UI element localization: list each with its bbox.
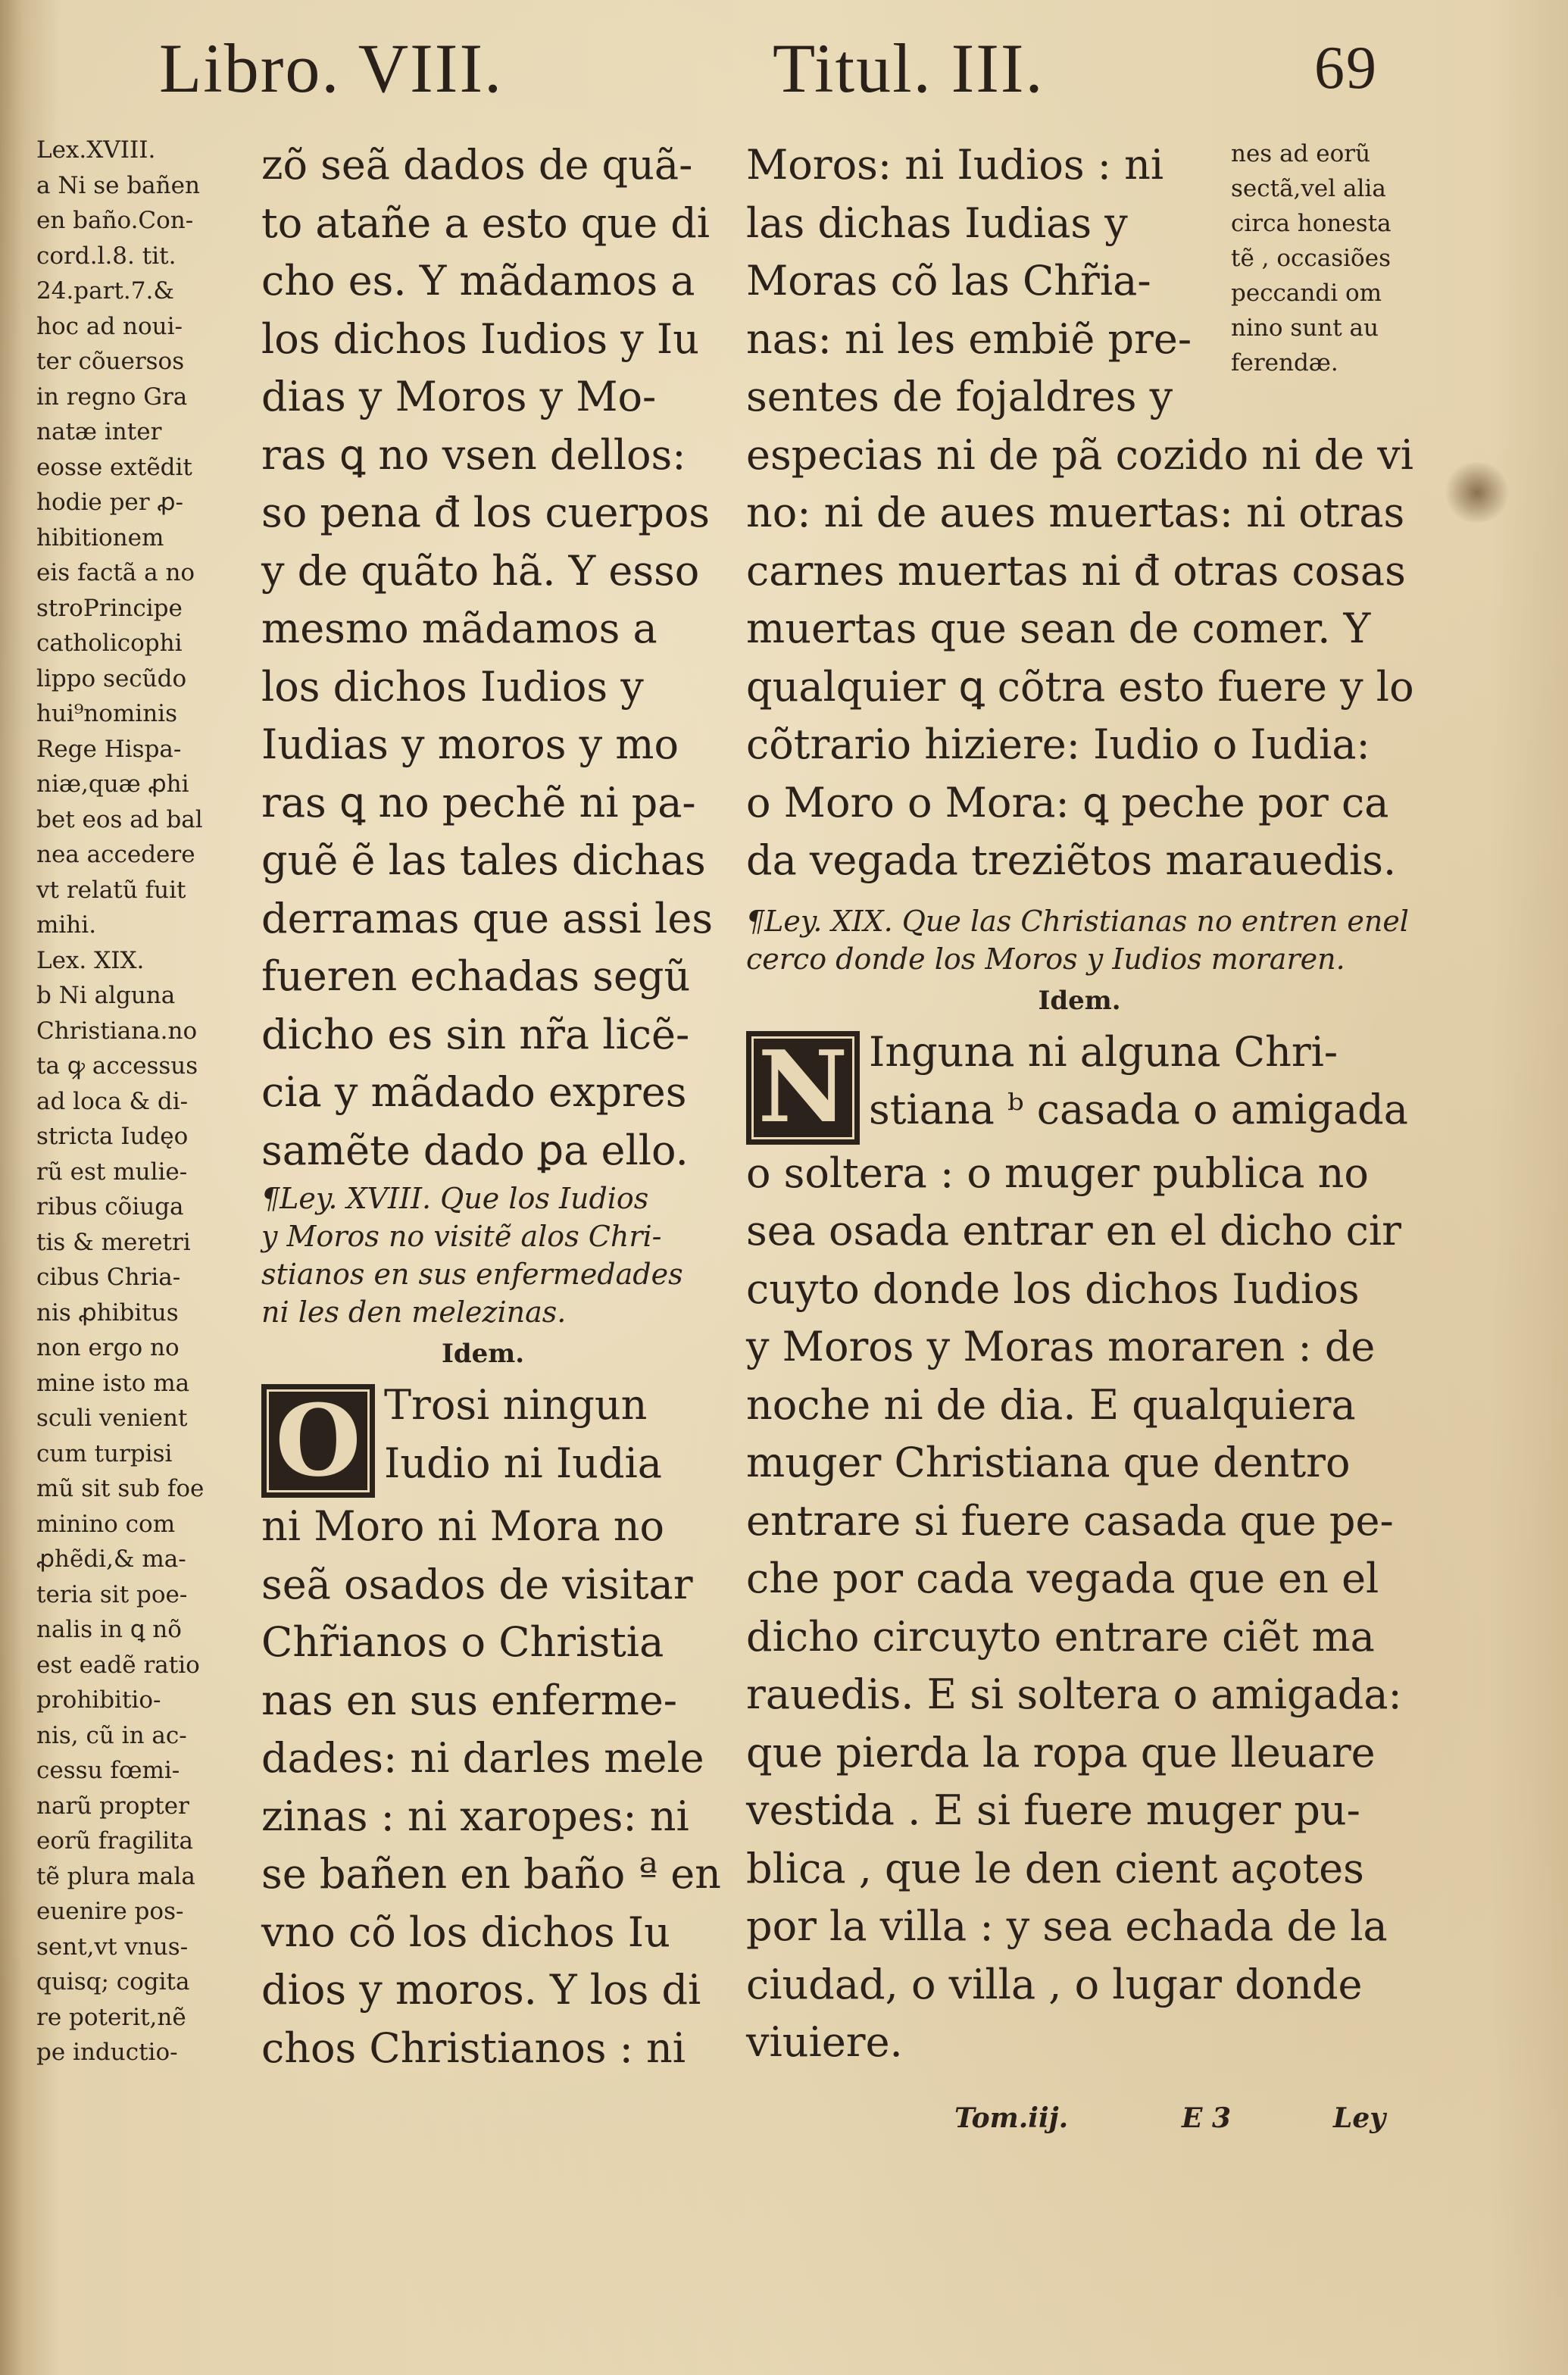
marginal-note-line: prohibitio- bbox=[36, 1686, 161, 1714]
text-line: zõ seã dados de quã- bbox=[261, 141, 693, 189]
marginal-note-line: eosse extẽdit bbox=[36, 453, 192, 481]
marginal-note-line: ferendæ. bbox=[1231, 349, 1338, 377]
text-line: sentes de fojaldres y bbox=[746, 373, 1173, 420]
marginal-note-line: mine isto ma bbox=[36, 1369, 190, 1397]
text-line: por la villa : y sea echada de la bbox=[746, 1902, 1388, 1950]
text-column-right bbox=[746, 136, 1413, 2072]
text-line: ras ꝗ no pechẽ ni pa- bbox=[261, 778, 696, 827]
marginal-note-line: nino sunt au bbox=[1231, 314, 1379, 342]
marginal-note-line: mihi. bbox=[36, 911, 97, 939]
text-line: guẽ ẽ las tales dichas bbox=[261, 836, 706, 884]
law-18-continuation bbox=[746, 427, 1413, 890]
marginal-note-line: circa honesta bbox=[1231, 210, 1392, 237]
right-marginal-notes bbox=[1231, 136, 1428, 380]
running-head bbox=[0, 23, 1568, 121]
marginal-note-line: a Ni se bañen bbox=[36, 171, 200, 199]
law-19-rubric bbox=[746, 890, 1413, 978]
catchword: Ley bbox=[1333, 2102, 1386, 2134]
text-line: cuyto donde los dichos Iudios bbox=[746, 1264, 1360, 1313]
marginal-note-line: cum turpisi bbox=[36, 1439, 173, 1467]
text-line: samẽte dado ꝑa ello. bbox=[261, 1126, 689, 1174]
rubric-line: y Moros no visitẽ alos Chri- bbox=[261, 1220, 662, 1253]
marginal-note-line: vt relatũ fuit bbox=[36, 876, 186, 904]
marginal-note-line: b Ni alguna bbox=[36, 982, 176, 1009]
text-line: o soltera : o muger publica no bbox=[746, 1148, 1369, 1197]
text-line: dicho circuyto entrare ciẽt ma bbox=[746, 1612, 1375, 1661]
marginal-note-line: nes ad eorũ bbox=[1231, 140, 1371, 167]
volume-mark: Tom.iij. bbox=[954, 2102, 1069, 2134]
text-line: y de quãto hã. Y esso bbox=[261, 546, 700, 595]
running-head-title: Titul. III. bbox=[773, 30, 1045, 107]
text-line: che por cada vegada que en el bbox=[746, 1555, 1379, 1602]
text-line: so pena đ los cuerpos bbox=[261, 489, 711, 536]
marginal-note-line: tis & meretri bbox=[36, 1228, 191, 1256]
text-line: los dichos Iudios y Iu bbox=[261, 314, 700, 363]
marginal-note-line: en baño.Con- bbox=[36, 207, 194, 234]
law-18-rubric bbox=[261, 1180, 704, 1331]
marginal-note-line: mũ sit sub foe bbox=[36, 1475, 205, 1502]
marginal-note-line: stroPrincipe bbox=[36, 594, 183, 622]
rubric-line: ni les den melezinas. bbox=[261, 1295, 567, 1329]
marginal-note-line: non ergo no bbox=[36, 1334, 180, 1361]
text-line: to atañe a esto que di bbox=[261, 198, 711, 247]
marginal-note-line: peccandi om bbox=[1231, 280, 1382, 307]
text-line: dicho es sin nr̃a licẽ- bbox=[261, 1010, 690, 1058]
rubric-line: ¶Ley. XVIII. Que los Iudios bbox=[261, 1182, 649, 1215]
ink-stain bbox=[1443, 462, 1511, 523]
text-line: zinas : ni xaropes: ni bbox=[261, 1792, 689, 1840]
marginal-note-line: lippo secũdo bbox=[36, 664, 187, 692]
text-line: blica , que le den cient açotes bbox=[746, 1844, 1364, 1892]
marginal-note-line: natæ inter bbox=[36, 418, 162, 445]
marginal-note-line: ter cõuersos bbox=[36, 348, 185, 375]
rubric-line: stianos en sus enfermedades bbox=[261, 1258, 683, 1291]
text-line: carnes muertas ni đ otras cosas bbox=[746, 546, 1406, 595]
text-line: entrare si fuere casada que pe- bbox=[746, 1496, 1394, 1545]
text-line: sea osada entrar en el dicho cir bbox=[746, 1207, 1401, 1255]
marginal-note-line: sent,vt vnus- bbox=[36, 1933, 189, 1961]
text-line: seã osados de visitar bbox=[261, 1560, 693, 1608]
marginal-note-line: Lex.XVIII. bbox=[36, 136, 156, 164]
text-column-left bbox=[261, 136, 721, 2077]
marginal-note-line: narũ propter bbox=[36, 1792, 189, 1820]
text-line: Moras cõ las Chr̃ia- bbox=[746, 257, 1151, 305]
law-18-end-text bbox=[261, 136, 714, 1180]
text-line: viuiere. bbox=[746, 2018, 903, 2066]
text-line: y Moros y Moras moraren : de bbox=[746, 1323, 1376, 1370]
marginal-note-line: sculi venient bbox=[36, 1405, 188, 1432]
text-line: cia y mãdado expres bbox=[261, 1068, 687, 1116]
marginal-note-line: cibus Chria- bbox=[36, 1264, 181, 1291]
decorated-initial-o: O bbox=[261, 1384, 375, 1498]
marginal-note-line: tẽ plura mala bbox=[36, 1862, 195, 1890]
marginal-note-line: pe inductio- bbox=[36, 2039, 178, 2066]
decorated-initial-n: N bbox=[746, 1031, 860, 1145]
marginal-note-line: eorũ fragilita bbox=[36, 1827, 193, 1855]
text-line: dias y Moros y Mo- bbox=[261, 373, 657, 420]
marginal-note-line: bet eos ad bal bbox=[36, 805, 203, 833]
text-line: ni Moro ni Mora no bbox=[261, 1502, 664, 1550]
text-line: qualquier ꝗ cõtra esto fuere y lo bbox=[746, 662, 1414, 711]
marginal-note-line: in regno Gra bbox=[36, 383, 188, 411]
marginal-note-line: hui⁹nominis bbox=[36, 700, 177, 727]
text-line: fueren echadas segũ bbox=[261, 952, 691, 1000]
text-line: dios y moros. Y los di bbox=[261, 1966, 701, 2014]
marginal-note-line: cessu fœmi- bbox=[36, 1757, 180, 1784]
signature-mark: E 3 bbox=[1182, 2102, 1232, 2134]
text-line: rauedis. E si soltera o amigada: bbox=[746, 1670, 1402, 1718]
text-line: Chr̃ianos o Christia bbox=[261, 1618, 664, 1666]
marginal-note-line: cord.l.8. tit. bbox=[36, 242, 176, 270]
text-line: stiana ᵇ casada o amigada bbox=[869, 1086, 1408, 1133]
marginal-note-line: ad loca & di- bbox=[36, 1087, 189, 1115]
text-line: Moros: ni Iudios : ni bbox=[746, 141, 1164, 189]
text-line: Inguna ni alguna Chri- bbox=[869, 1027, 1338, 1076]
marginal-note-line: ribus cõiuga bbox=[36, 1193, 184, 1220]
text-line: nas: ni les embiẽ pre- bbox=[746, 314, 1192, 363]
marginal-note-line: tẽ , occasiões bbox=[1231, 245, 1391, 272]
marginal-note-line: stricta Iudęo bbox=[36, 1123, 189, 1150]
text-line: se bañen en baño ª en bbox=[261, 1850, 721, 1898]
idem-label: Idem. bbox=[441, 1339, 525, 1369]
text-line: Iudio ni Iudia bbox=[384, 1439, 662, 1487]
rubric-line: cerco donde los Moros y Iudios moraren. bbox=[746, 942, 1345, 976]
folio-number: 69 bbox=[1314, 35, 1378, 102]
marginal-note-line: est eadẽ ratio bbox=[36, 1651, 200, 1679]
text-line: los dichos Iudios y bbox=[261, 662, 644, 711]
marginal-note-line: eis factã a no bbox=[36, 559, 195, 586]
marginal-note-line: nis, cũ in ac- bbox=[36, 1721, 187, 1749]
text-line: dades: ni darles mele bbox=[261, 1734, 704, 1782]
marginal-note-line: teria sit poe- bbox=[36, 1580, 188, 1608]
marginal-note-line: ꝓhẽdi,& ma- bbox=[36, 1545, 186, 1573]
marginal-note-line: Rege Hispa- bbox=[36, 735, 182, 763]
idem-label: Idem. bbox=[1038, 985, 1121, 1016]
marginal-note-line: hoc ad noui- bbox=[36, 312, 183, 340]
page-footer bbox=[954, 2102, 1409, 2148]
marginal-note-line: re poterit,nẽ bbox=[36, 2003, 186, 2031]
marginal-note-line: euenire pos- bbox=[36, 1898, 184, 1925]
text-line: cõtrario hiziere: Iudio o Iudia: bbox=[746, 720, 1370, 768]
running-head-book: Libro. VIII. bbox=[159, 30, 504, 107]
text-line: derramas que assi les bbox=[261, 894, 714, 942]
text-line: no: ni de aues muertas: ni otras bbox=[746, 489, 1405, 536]
marginal-note-line: Christiana.no bbox=[36, 1017, 198, 1045]
marginal-note-line: nalis in ꝗ nõ bbox=[36, 1616, 182, 1643]
text-line: que pierda la ropa que lleuare bbox=[746, 1728, 1376, 1777]
marginal-note-line: quisq; cogita bbox=[36, 1968, 190, 1995]
text-line: cho es. Y mãdamos a bbox=[261, 257, 695, 305]
marginal-note-line: sectã,vel alia bbox=[1231, 175, 1386, 202]
law-18-text bbox=[261, 1498, 721, 2077]
marginal-note-line: nis ꝓhibitus bbox=[36, 1298, 179, 1327]
marginal-note-line: ta ꝙ accessus bbox=[36, 1052, 198, 1080]
law-19-text bbox=[746, 1145, 1413, 2072]
marginal-note-line: minino com bbox=[36, 1510, 176, 1538]
marginal-note-line: 24.part.7.& bbox=[36, 277, 174, 305]
text-line: vestida . E si fuere muger pu- bbox=[746, 1786, 1360, 1834]
marginal-note-line: nea accedere bbox=[36, 841, 195, 868]
marginal-note-line: rũ est mulie- bbox=[36, 1158, 188, 1186]
text-line: nas en sus enferme- bbox=[261, 1676, 678, 1724]
marginal-note-line: niæ,quæ ꝓhi bbox=[36, 770, 189, 798]
marginal-note-line: Lex. XIX. bbox=[36, 946, 145, 974]
text-line: ras ꝗ no vsen dellos: bbox=[261, 430, 686, 479]
text-line: Iudias y moros y mo bbox=[261, 720, 679, 768]
text-line: Trosi ningun bbox=[384, 1381, 648, 1429]
rubric-line: ¶Ley. XIX. Que las Christianas no entren enel bbox=[746, 904, 1409, 938]
marginal-note-line: hodie per ꝓ- bbox=[36, 489, 183, 516]
text-line: ciudad, o villa , o lugar donde bbox=[746, 1960, 1363, 2008]
marginal-note-line: hibitionem bbox=[36, 523, 164, 552]
text-line: vno cõ los dichos Iu bbox=[261, 1908, 670, 1956]
text-line: o Moro o Mora: ꝗ peche por ca bbox=[746, 778, 1389, 827]
marginal-note-line: catholicophi bbox=[36, 630, 183, 657]
text-line: muger Christiana que dentro bbox=[746, 1439, 1351, 1486]
text-line: las dichas Iudias y bbox=[746, 198, 1128, 247]
text-line: mesmo mãdamos a bbox=[261, 605, 657, 652]
text-line: muertas que sean de comer. Y bbox=[746, 605, 1371, 652]
text-line: especias ni de pã cozido ni de vi bbox=[746, 430, 1414, 479]
text-line: noche ni de dia. E qualquiera bbox=[746, 1380, 1356, 1429]
text-line: chos Christianos : ni bbox=[261, 2023, 686, 2072]
text-line: da vegada treziẽtos marauedis. bbox=[746, 836, 1397, 884]
left-marginal-notes bbox=[36, 133, 233, 2070]
